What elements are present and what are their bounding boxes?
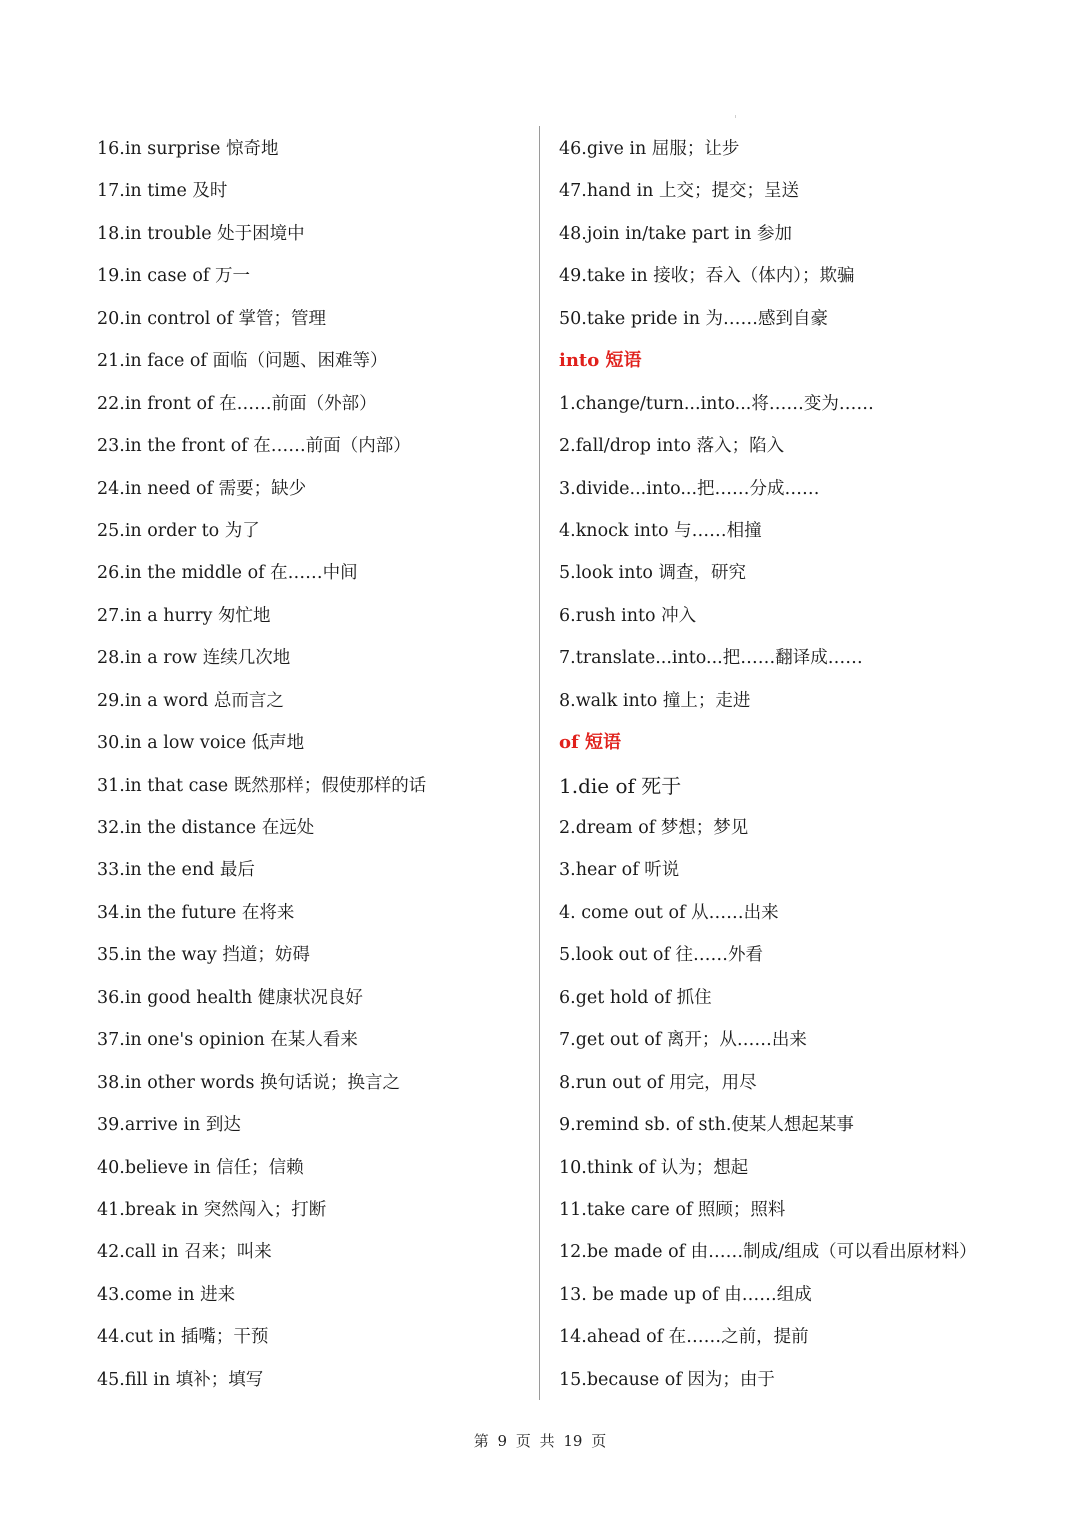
left-phrase-item: 32.in the distance 在远处: [97, 818, 315, 838]
left-phrase-item: 24.in need of 需要；缺少: [97, 478, 307, 499]
left-phrase-item: 35.in the way 挡道；妨碍: [97, 945, 310, 966]
left-phrase-item: 17.in time 及时: [97, 181, 228, 202]
left-phrase-item: 40.believe in 信任；信赖: [97, 1157, 304, 1178]
right-phrase-item: 50.take pride in 为……感到自豪: [559, 308, 829, 329]
page-footer: 第 9 页 共 19 页: [473, 1432, 607, 1450]
right-phrase-item: 2.dream of 梦想；梦见: [559, 818, 749, 838]
right-column: [559, 128, 1059, 1401]
right-phrase-item: 49.take in 接收；吞入（体内）；欺骗: [559, 266, 855, 287]
right-phrase-item: 3.divide...into...把……分成……: [559, 478, 820, 499]
right-phrase-item: 15.because of 因为；由于: [559, 1369, 775, 1390]
right-phrase-item: 10.think of 认为；想起: [559, 1157, 749, 1178]
left-phrase-item: 33.in the end 最后: [97, 860, 255, 881]
left-phrase-item: 20.in control of 掌管；管理: [97, 308, 327, 329]
left-phrase-item: 37.in one's opinion 在某人看来: [97, 1030, 358, 1051]
left-phrase-item: 26.in the middle of 在……中间: [97, 563, 358, 584]
right-phrase-item: 1.change/turn...into...将……变为……: [559, 393, 874, 414]
right-phrase-item: 1.die of 死于: [559, 773, 682, 798]
right-phrase-item: 8.run out of 用完，用尽: [559, 1072, 757, 1093]
left-phrase-item: 36.in good health 健康状况良好: [97, 987, 363, 1008]
left-phrase-item: 31.in that case 既然那样；假使那样的话: [97, 775, 427, 796]
left-phrase-item: 21.in face of 面临（问题、困难等）: [97, 351, 388, 372]
left-phrase-item: 29.in a word 总而言之: [97, 690, 284, 711]
left-phrase-item: 41.break in 突然闯入；打断: [97, 1199, 327, 1220]
left-phrase-item: 23.in the front of 在……前面（内部）: [97, 436, 411, 457]
right-phrase-item: 4. come out of 从……出来: [559, 902, 779, 923]
right-section-heading: of 短语: [559, 732, 622, 754]
left-phrase-item: 22.in front of 在……前面（外部）: [97, 393, 377, 414]
left-phrase-item: 42.call in 召来；叫来: [97, 1242, 272, 1263]
right-phrase-item: 3.hear of 听说: [559, 860, 680, 881]
left-phrase-item: 28.in a row 连续几次地: [97, 648, 291, 669]
right-phrase-item: 6.get hold of 抓住: [559, 987, 712, 1008]
right-phrase-item: 5.look into 调查，研究: [559, 563, 747, 584]
left-phrase-item: 45.fill in 填补；填写: [97, 1369, 264, 1390]
right-phrase-item: 2.fall/drop into 落入；陷入: [559, 436, 785, 457]
right-phrase-item: 6.rush into 冲入: [559, 605, 697, 626]
left-phrase-item: 19.in case of 万一: [97, 266, 250, 287]
right-phrase-item: 7.get out of 离开；从……出来: [559, 1030, 807, 1051]
right-phrase-item: 8.walk into 撞上；走进: [559, 690, 751, 711]
right-phrase-item: 5.look out of 往……外看: [559, 945, 764, 966]
left-phrase-item: 30.in a low voice 低声地: [97, 733, 305, 754]
right-phrase-item: 48.join in/take part in 参加: [559, 223, 793, 244]
left-phrase-item: 43.come in 进来: [97, 1284, 236, 1305]
left-phrase-item: 18.in trouble 处于困境中: [97, 223, 305, 244]
left-phrase-item: 44.cut in 插嘴；干预: [97, 1327, 269, 1348]
left-phrase-item: 16.in surprise 惊奇地: [97, 139, 279, 159]
left-phrase-item: 25.in order to 为了: [97, 520, 260, 541]
right-phrase-item: 4.knock into 与……相撞: [559, 520, 762, 541]
right-phrase-item: 11.take care of 照顾；照料: [559, 1199, 786, 1220]
left-phrase-item: 39.arrive in 到达: [97, 1115, 241, 1136]
right-phrase-item: 9.remind sb. of sth.使某人想起某事: [559, 1115, 854, 1136]
column-divider: [539, 126, 540, 1400]
left-phrase-item: 34.in the future 在将来: [97, 902, 295, 923]
right-phrase-item: 13. be made up of 由……组成: [559, 1284, 812, 1305]
right-phrase-item: 12.be made of 由……制成/组成（可以看出原材料）: [559, 1242, 977, 1263]
right-section-heading: into 短语: [559, 350, 642, 372]
right-phrase-item: 47.hand in 上交；提交；呈送: [559, 181, 800, 202]
right-phrase-item: 14.ahead of 在……之前，提前: [559, 1327, 809, 1348]
page-speck: [735, 115, 736, 118]
right-phrase-item: 46.give in 屈服；让步: [559, 139, 740, 159]
left-phrase-item: 27.in a hurry 匆忙地: [97, 605, 271, 626]
left-phrase-item: 38.in other words 换句话说；换言之: [97, 1072, 401, 1093]
right-phrase-item: 7.translate...into...把……翻译成……: [559, 648, 863, 669]
left-column: [97, 128, 527, 1401]
